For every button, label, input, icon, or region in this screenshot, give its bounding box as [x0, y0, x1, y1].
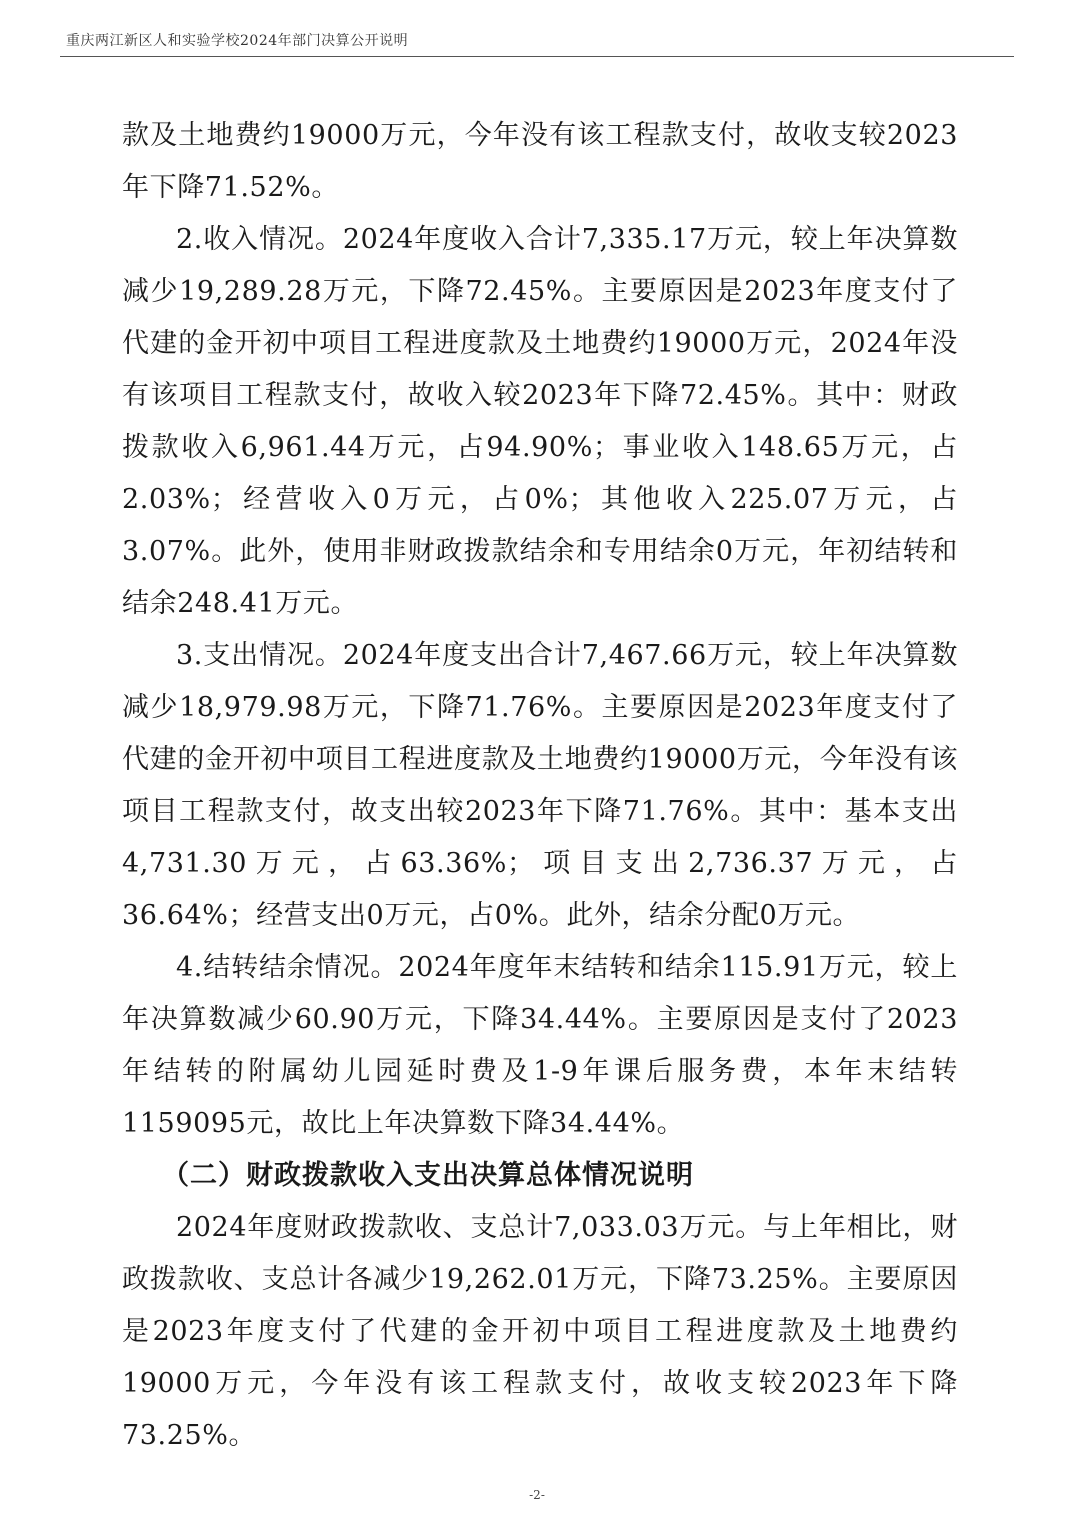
- paragraph-continuation: 款及土地费约19000万元，今年没有该工程款支付，故收支较2023年下降71.52%。: [122, 120, 958, 203]
- paragraph-fiscal-appropriation: 2024年度财政拨款收、支总计7,033.03万元。与上年相比，财政拨款收、支总计各减少19,262.01万元，下降73.25%。主要原因是2023年度支付了代建的金开初中项目工程进度款及土地费约19000万元，今年没有该工程款支付，故收支较2023年下降73.25%。: [122, 1212, 958, 1451]
- paragraph-carryover: 4.结转结余情况。2024年度年末结转和结余115.91万元，较上年决算数减少60.90万元，下降34.44%。主要原因是支付了2023年结转的附属幼儿园延时费及1-9年课后服务费，本年末结转1159095元，故比上年决算数下降34.44%。: [122, 952, 958, 1139]
- document-body: [122, 110, 958, 1462]
- header-divider: [60, 56, 1014, 57]
- paragraph-income: 2.收入情况。2024年度收入合计7,335.17万元，较上年决算数减少19,289.28万元，下降72.45%。主要原因是2023年度支付了代建的金开初中项目工程进度款及土地费约19000万元，2024年没有该项目工程款支付，故收入较2023年下降72.45%。其中：财政拨款收入6,961.44万元，占94.90%；事业收入148.65万元，占2.03%；经营收入0万元，占0%；其他收入225.07万元，占3.07%。此外，使用非财政拨款结余和专用结余0万元，年初结转和结余248.41万元。: [122, 224, 958, 619]
- paragraph-expenditure: 3.支出情况。2024年度支出合计7,467.66万元，较上年决算数减少18,979.98万元，下降71.76%。主要原因是2023年度支付了代建的金开初中项目工程进度款及土地费约19000万元，今年没有该项目工程款支付，故支出较2023年下降71.76%。其中：基本支出4,731.30万元，占63.36%；项目支出2,736.37万元，占36.64%；经营支出0万元，占0%。此外，结余分配0万元。: [122, 640, 958, 931]
- running-header: 重庆两江新区人和实验学校2024年部门决算公开说明: [66, 33, 409, 49]
- section-heading: （二）财政拨款收入支出决算总体情况说明: [162, 1160, 694, 1191]
- page-number: -2-: [529, 1488, 545, 1502]
